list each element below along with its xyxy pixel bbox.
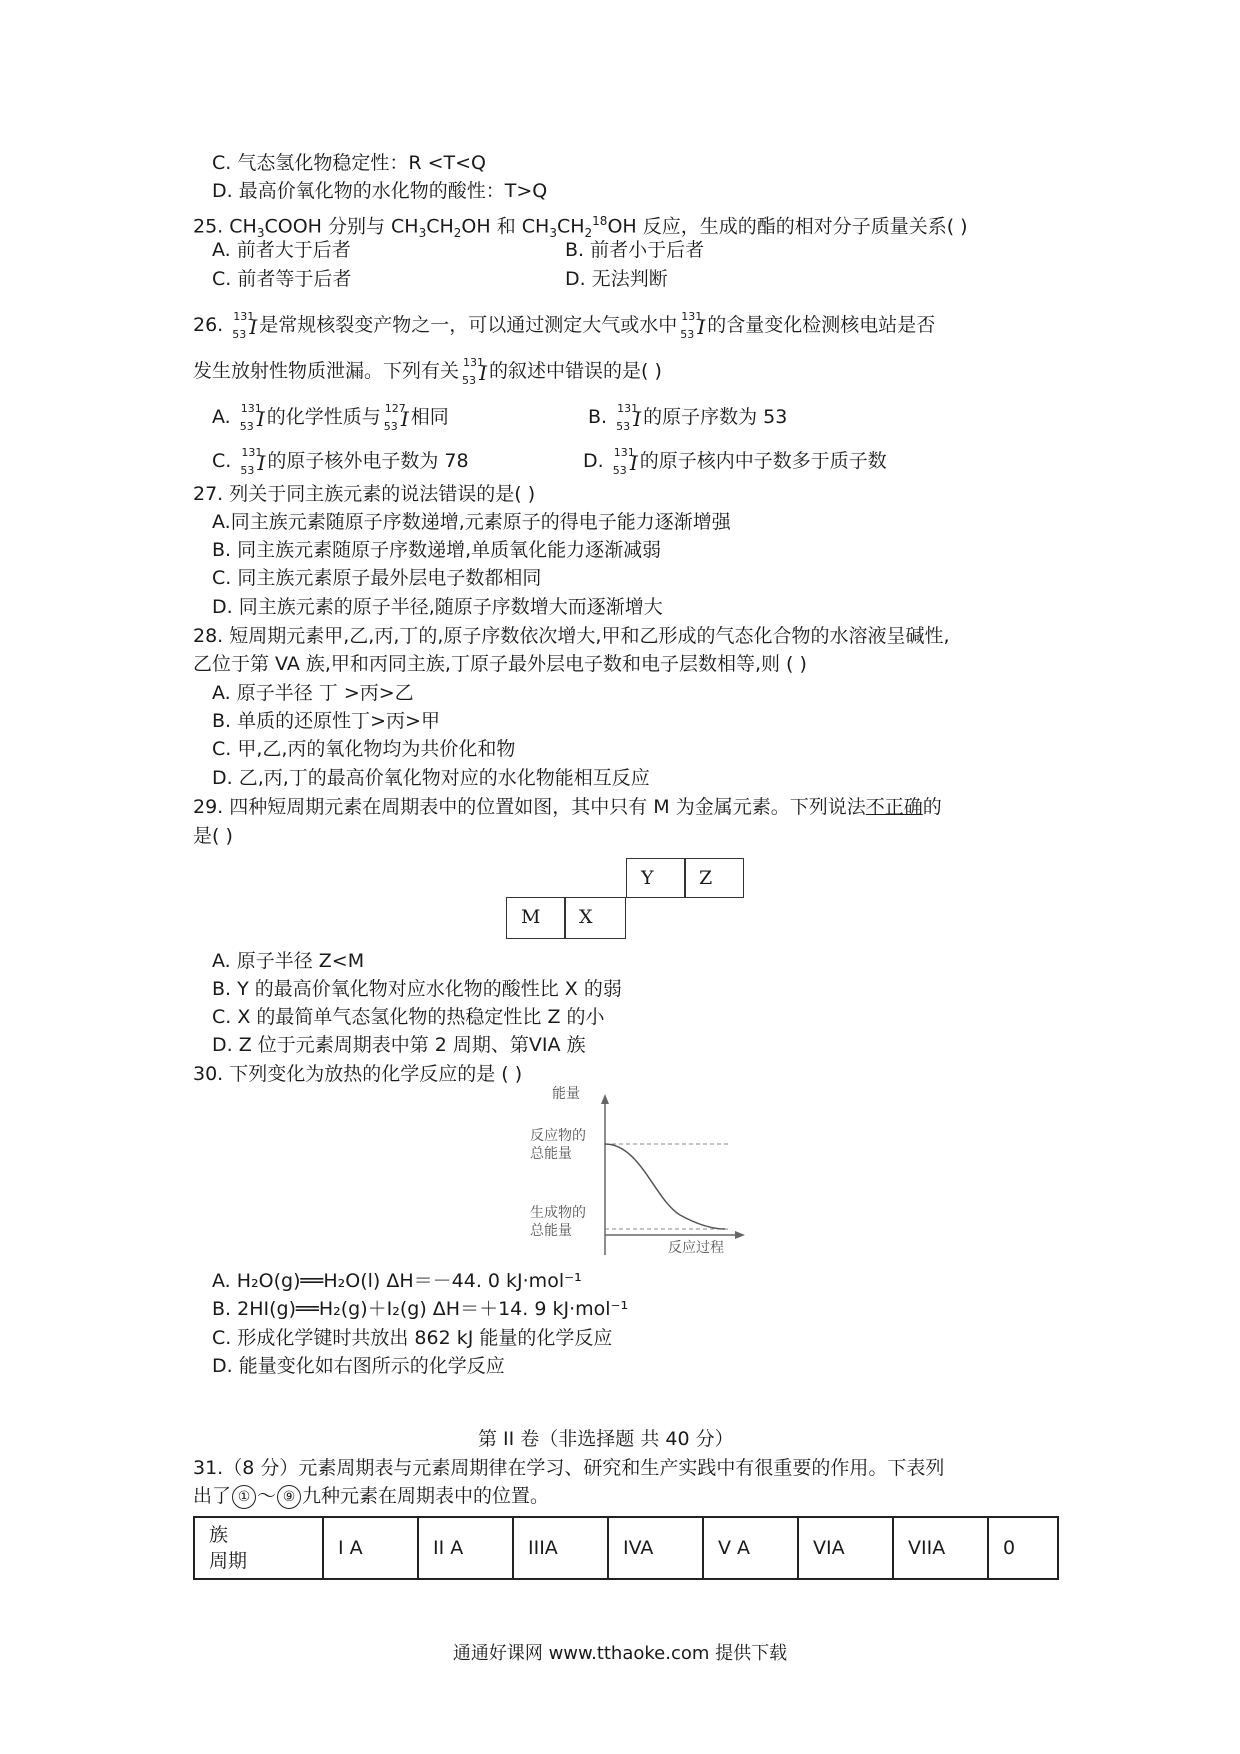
cell-y: Y: [626, 858, 686, 898]
q25-option-d: D. 无法判断: [565, 268, 668, 290]
table-header-cell: 0: [988, 1517, 1058, 1579]
table-header-cell: IIIA: [513, 1517, 608, 1579]
iodine-isotope: 127 53 I: [383, 401, 409, 433]
iodine-isotope: 131 53 I: [239, 401, 265, 433]
q27-option-d: D. 同主族元素的原子半径,随原子序数增大而逐渐增大: [212, 596, 663, 618]
q27-option-c: C. 同主族元素原子最外层电子数都相同: [212, 567, 542, 589]
cell-m: M: [506, 897, 566, 939]
q28-option-d: D. 乙,丙,丁的最高价氧化物对应的水化物能相互反应: [212, 767, 650, 789]
section-2-title: 第 II 卷（非选择题 共 40 分）: [478, 1428, 734, 1450]
q29-option-c: C. X 的最简单气态氢化物的热稳定性比 Z 的小: [212, 1006, 605, 1028]
q29-option-d: D. Z 位于元素周期表中第 2 周期、第VIA 族: [212, 1034, 586, 1056]
q31-stem-line2: 出了 ① ～ ⑨ 九种元素在周期表中的位置。: [193, 1485, 550, 1507]
table-header-cell: V A: [703, 1517, 798, 1579]
energy-curve: [605, 1144, 725, 1229]
q28-option-b: B. 单质的还原性丁>丙>甲: [212, 710, 440, 732]
circled-1: ①: [232, 1485, 256, 1509]
q27-option-a: A.同主族元素随原子序数递增,元素原子的得电子能力逐渐增强: [212, 511, 731, 533]
q24-option-d: D. 最高价氧化物的水化物的酸性：T>Q: [212, 180, 548, 202]
product-label-2: 总能量: [530, 1223, 572, 1239]
iodine-isotope: 131 53 I: [240, 445, 266, 477]
q26-stem-line1: 26. 131 53 I 是常规核裂变产物之一，可以通过测定大气或水中 131 53 I 的含量变化检测核电站是否: [193, 309, 936, 341]
q26-option-d: D. 131 53 I 的原子核内中子数多于质子数: [583, 445, 887, 477]
table-header-cell: VIIA: [893, 1517, 988, 1579]
q26-stem-line2: 发生放射性物质泄漏。下列有关 131 53 I 的叙述中错误的是( ): [193, 355, 662, 387]
q29-option-b: B. Y 的最高价氧化物对应水化物的酸性比 X 的弱: [212, 978, 622, 1000]
q24-option-c: C. 气态氢化物稳定性：R <T<Q: [212, 152, 486, 174]
iodine-isotope: 131 53 I: [462, 355, 488, 387]
q29-stem-line2: 是( ): [193, 825, 233, 847]
q30-option-a: A. H₂O(g)══H₂O(l) ΔH＝－44. 0 kJ·mol⁻¹: [212, 1270, 582, 1292]
q28-option-c: C. 甲,乙,丙的氧化物均为共价化和物: [212, 738, 516, 760]
q25-stem: 25. $CH_3COOH$ 分别与 $CH_3CH_2OH$ 和 $CH_3CH_2^{18}OH$ 反应，生成的酯的相对分子质量关系( ): [193, 214, 968, 241]
cell-z: Z: [684, 858, 744, 898]
q28-stem-line1: 28. 短周期元素甲,乙,丙,丁的,原子序数依次增大,甲和乙形成的气态化合物的水溶液呈碱性,: [193, 625, 950, 647]
q30-option-b: B. 2HI(g)══H₂(g)＋I₂(g) ΔH＝＋14. 9 kJ·mol⁻¹: [212, 1298, 629, 1320]
table-header-row: [194, 1517, 1058, 1579]
y-axis-arrow: [601, 1094, 609, 1104]
x-axis-label: 反应过程: [668, 1240, 724, 1256]
q25-option-a: A. 前者大于后者: [212, 239, 351, 261]
q26-option-b: B. 131 53 I 的原子序数为 53: [588, 401, 788, 433]
q27-stem: 27. 列关于同主族元素的说法错误的是( ): [193, 483, 536, 505]
iodine-isotope: 131 53 I: [680, 309, 706, 341]
q25-option-c: C. 前者等于后者: [212, 268, 352, 290]
q26-option-a: A. 131 53 I 的化学性质与 127 53 I 相同: [212, 401, 449, 433]
iodine-isotope: 131 53 I: [616, 401, 642, 433]
periodic-table: [193, 1516, 1059, 1580]
circled-9: ⑨: [277, 1485, 301, 1509]
q30-option-c: C. 形成化学键时共放出 862 kJ 能量的化学反应: [212, 1327, 613, 1349]
q27-option-b: B. 同主族元素随原子序数递增,单质氧化能力逐渐减弱: [212, 539, 662, 561]
page-footer: 通通好课网 www.tthaoke.com 提供下载: [452, 1643, 788, 1664]
x-axis-arrow: [735, 1231, 745, 1239]
cell-x: X: [564, 897, 626, 939]
q30-stem: 30. 下列变化为放热的化学反应的是 ( ): [193, 1063, 523, 1085]
table-header-cell: II A: [418, 1517, 513, 1579]
q28-stem-line2: 乙位于第 VA 族,甲和丙同主族,丁原子最外层电子数和电子层数相等,则 ( ): [193, 653, 807, 675]
q25-option-b: B. 前者小于后者: [565, 239, 705, 261]
y-axis-label: 能量: [552, 1086, 580, 1102]
q26-option-c: C. 131 53 I 的原子核外电子数为 78: [212, 445, 469, 477]
q30-option-d: D. 能量变化如右图所示的化学反应: [212, 1355, 505, 1377]
iodine-isotope: 131 53 I: [612, 445, 638, 477]
table-header-cell: IVA: [608, 1517, 703, 1579]
table-header-cell: VIA: [798, 1517, 893, 1579]
underlined-word: 不正确: [865, 796, 923, 818]
product-label-1: 生成物的: [530, 1205, 586, 1221]
reactant-label-2: 总能量: [530, 1146, 572, 1162]
q29-stem-line1: 29. 四种短周期元素在周期表中的位置如图，其中只有 M 为金属元素。下列说法不正确的: [193, 796, 942, 818]
q31-stem-line1: 31.（8 分）元素周期表与元素周期律在学习、研究和生产实践中有很重要的作用。下表列: [193, 1457, 945, 1479]
q29-option-a: A. 原子半径 Z<M: [212, 950, 365, 972]
reactant-label-1: 反应物的: [530, 1128, 586, 1144]
iodine-isotope: 131 53 I: [232, 309, 258, 341]
table-corner-cell: 族 周期: [194, 1517, 323, 1579]
table-header-cell: I A: [323, 1517, 418, 1579]
q28-option-a: A. 原子半径 丁 >丙>乙: [212, 682, 414, 704]
